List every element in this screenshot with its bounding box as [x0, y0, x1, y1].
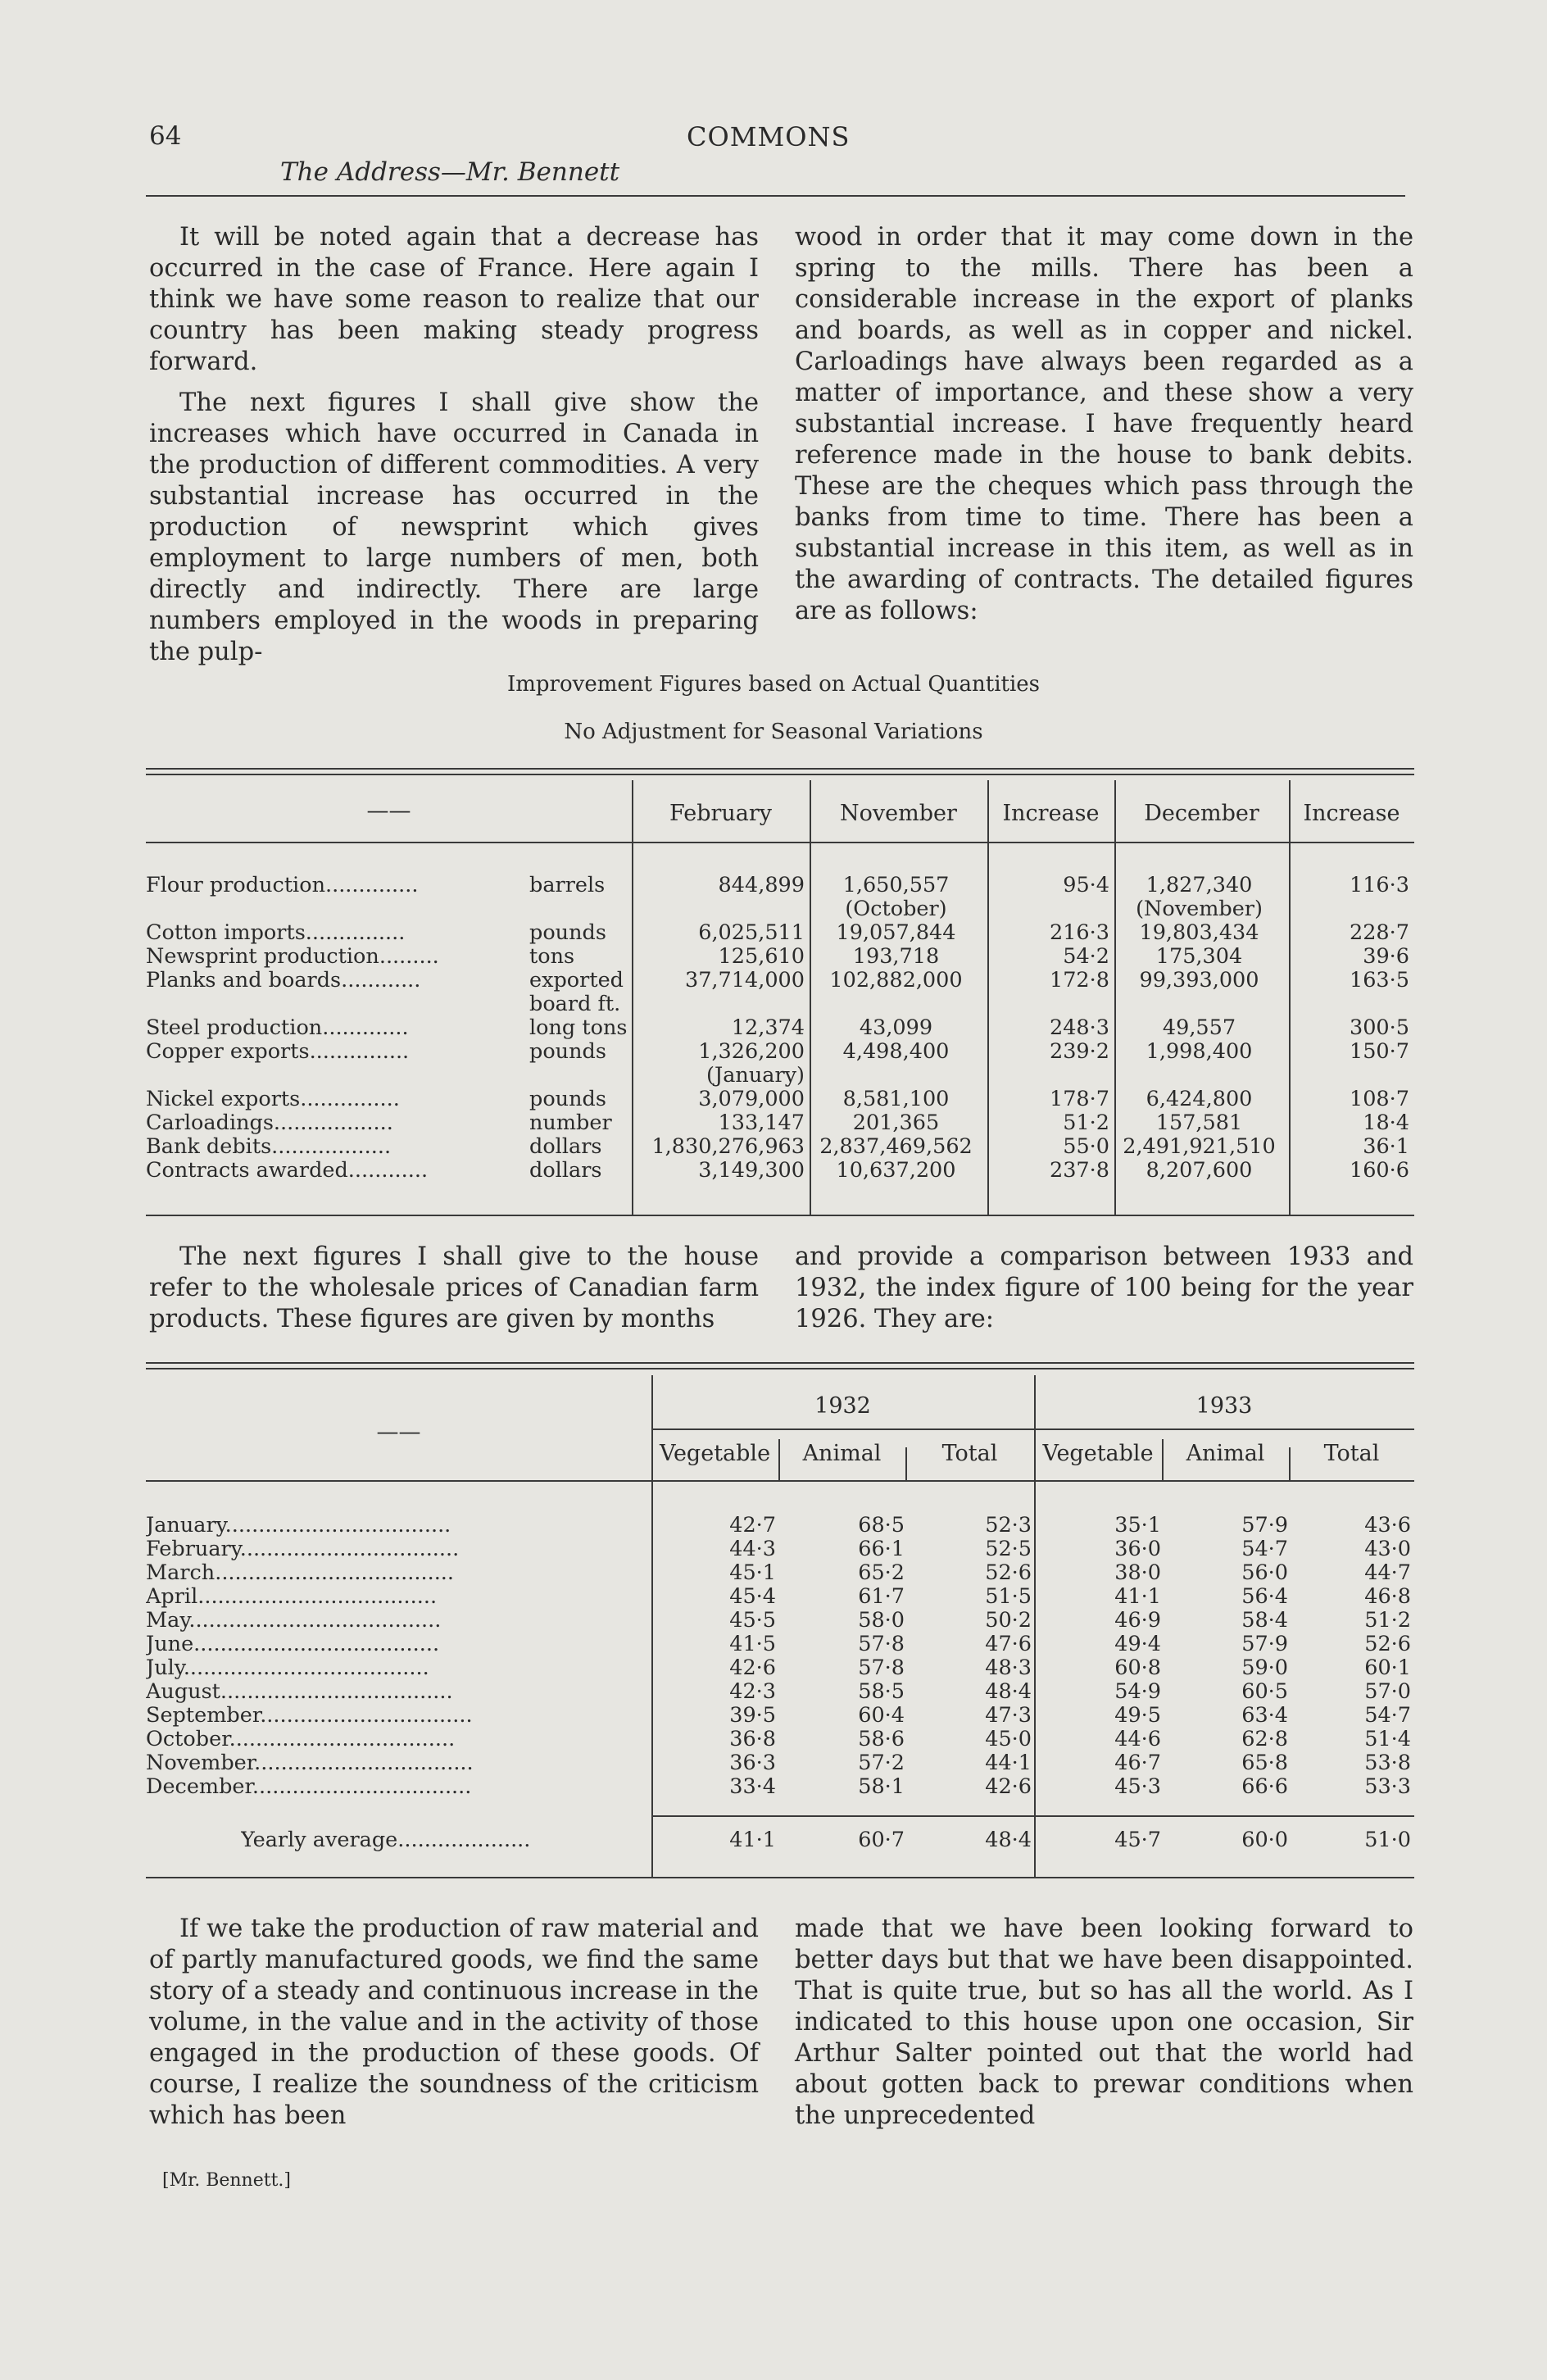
table-cell-unit: barrels: [529, 874, 606, 897]
column-header-december: December: [1144, 801, 1259, 826]
table-cell: 45·0: [985, 1727, 1032, 1751]
table-cell: 36·3: [729, 1751, 776, 1775]
column-header-vegetable: Vegetable: [1042, 1441, 1154, 1466]
table-cell-inc2: 300·5: [1349, 1016, 1409, 1040]
table-cell-item: Bank debits..................: [146, 1135, 392, 1159]
table-cell: 48·3: [985, 1656, 1032, 1680]
row-label: July.....................................: [146, 1656, 429, 1680]
table-cell: 63·4: [1241, 1703, 1288, 1728]
table-cell-dec: 8,207,600: [1146, 1159, 1253, 1183]
closing-right-column: [795, 1914, 1413, 2142]
table-cell-unit: number: [529, 1111, 612, 1135]
table-cell-feb: 125,610: [718, 945, 805, 969]
table1-top-rule: [146, 774, 1414, 775]
table-cell-inc2: 36·1: [1363, 1135, 1409, 1159]
table-cell: 42·6: [985, 1774, 1032, 1799]
table-cell: 42·6: [729, 1656, 776, 1680]
paragraph: wood in order that it may come down in the spring to the mills. There has been a considerable increase in the export of planks and boards, as well as in copper and nickel. Carloadings have always been regarded as a matter of importance, and these show a very substantial increase. I have frequently heard reference made in the house to bank debits. These are the cheques which pass through the banks from time to time. There has been a substantial increase in this item, as well as in the awarding of contracts. The detailed figures are as follows:: [795, 223, 1413, 625]
table-cell: 38·0: [1114, 1560, 1161, 1585]
row-label: November.................................: [146, 1751, 474, 1775]
table-cell: 41·1: [1114, 1584, 1161, 1609]
table1-header-rule: [146, 842, 1414, 843]
table-cell-inc1: 216·3: [1049, 921, 1109, 945]
table-cell-dec: 19,803,434: [1139, 921, 1259, 945]
paragraph: The next figures I shall give show the increases which have occurred in Canada in the production of different commodities. A very substantial increase has occurred in the production of newsprint which gives employment to large numbers of men, both directly and indirectly. There are large numbers employed in the woods in preparing the pulp-: [149, 388, 759, 666]
table-cell-dec: 2,491,921,510: [1123, 1135, 1276, 1159]
table1-top-rule: [146, 768, 1414, 770]
table-cell: 60·8: [1114, 1656, 1161, 1680]
table-cell-dec: 49,557: [1162, 1016, 1236, 1040]
table-cell-inc2: 18·4: [1363, 1111, 1409, 1135]
table-cell: 44·6: [1114, 1727, 1161, 1751]
middle-left-column: [149, 1242, 759, 1345]
table-cell-unit: dollars: [529, 1135, 602, 1159]
table-cell-unit: tons: [529, 945, 575, 969]
table-cell: 58·6: [858, 1727, 905, 1751]
table-cell-item: Planks and boards............: [146, 969, 421, 992]
table-cell: 45·3: [1114, 1774, 1161, 1799]
table-cell-nov: 102,882,000: [829, 969, 963, 992]
table-cell-inc2: 108·7: [1349, 1088, 1409, 1111]
column-header-animal: Animal: [1186, 1441, 1265, 1466]
table-cell: 58·1: [858, 1774, 905, 1799]
row-label: December.................................: [146, 1775, 472, 1799]
table-cell: 45·5: [729, 1608, 776, 1633]
table-cell: 60·0: [1241, 1828, 1288, 1852]
table-cell: 57·9: [1241, 1632, 1288, 1656]
table-cell: 49·5: [1114, 1703, 1161, 1728]
table-cell: 56·0: [1241, 1560, 1288, 1585]
table-cell: 42·7: [729, 1513, 776, 1537]
table-cell-inc2: 39·6: [1363, 945, 1409, 969]
table-cell: 65·2: [858, 1560, 905, 1585]
table-cell: 49·4: [1114, 1632, 1161, 1656]
table-cell: 60·4: [858, 1703, 905, 1728]
column-header-increase: Increase: [1002, 801, 1100, 826]
row-label: March....................................: [146, 1561, 455, 1585]
table-cell-dec: 1,827,340 (November): [1136, 874, 1263, 921]
table-cell-item: Nickel exports...............: [146, 1088, 400, 1111]
table1-caption: Improvement Figures based on Actual Quantities: [506, 672, 1040, 697]
table-cell-nov: 43,099: [859, 1016, 933, 1040]
column-header-total: Total: [1323, 1441, 1380, 1466]
page-title: COMMONS: [687, 121, 851, 152]
column-header-animal: Animal: [802, 1441, 882, 1466]
table-cell: 48·4: [985, 1679, 1032, 1704]
table-cell-dec: 6,424,800: [1146, 1088, 1253, 1111]
table-cell: 57·2: [858, 1751, 905, 1775]
table-cell-inc1: 55·0: [1063, 1135, 1109, 1159]
paragraph: made that we have been looking forward to better days but that we have been disappointed. That is quite true, but so has all the world. As I indicated to this house upon one occasion, Sir Arthur Salter pointed out that the world had about gotten back to prewar conditions when the unprecedented: [795, 1914, 1413, 2130]
table-cell: 51·5: [985, 1584, 1032, 1609]
table-cell: 60·1: [1364, 1656, 1411, 1680]
row-label: August...................................: [146, 1680, 453, 1704]
table-cell-unit: pounds: [529, 921, 606, 945]
table-cell: 54·7: [1364, 1703, 1411, 1728]
table1-subcaption: No Adjustment for Seasonal Variations: [564, 720, 983, 744]
table-cell: 54·9: [1114, 1679, 1161, 1704]
table-cell-item: Flour production..............: [146, 874, 419, 897]
table-cell-nov: 4,498,400: [842, 1040, 950, 1064]
row-label: September................................: [146, 1704, 473, 1728]
table-cell-item: Steel production.............: [146, 1016, 409, 1040]
table-cell: 43·6: [1364, 1513, 1411, 1537]
table-cell-inc2: 160·6: [1349, 1159, 1409, 1183]
table-cell: 56·4: [1241, 1584, 1288, 1609]
table-cell-inc2: 228·7: [1349, 921, 1409, 945]
middle-right-column: [795, 1242, 1413, 1345]
table-cell: 33·4: [729, 1774, 776, 1799]
table-cell: 46·8: [1364, 1584, 1411, 1609]
table2-header-rule: [146, 1480, 1414, 1482]
table-cell-unit: dollars: [529, 1159, 602, 1183]
table-cell: 60·5: [1241, 1679, 1288, 1704]
page-number: 64: [149, 121, 182, 151]
table-cell: 45·1: [729, 1560, 776, 1585]
table-cell: 45·4: [729, 1584, 776, 1609]
table-cell-nov: 10,637,200: [836, 1159, 956, 1183]
column-header-total: Total: [941, 1441, 998, 1466]
table-cell-nov: 8,581,100: [842, 1088, 950, 1111]
row-label: May......................................: [146, 1609, 442, 1633]
table-cell: 36·8: [729, 1727, 776, 1751]
row-label: February.................................: [146, 1537, 460, 1561]
table-cell-inc1: 248·3: [1049, 1016, 1109, 1040]
table-cell: 42·3: [729, 1679, 776, 1704]
header-rule: [146, 195, 1405, 197]
table-cell: 57·8: [858, 1656, 905, 1680]
column-header-november: November: [840, 801, 957, 826]
table-cell-unit: exported board ft.: [529, 969, 624, 1016]
table2-year-rule: [651, 1428, 1414, 1430]
table-cell: 39·5: [729, 1703, 776, 1728]
table-cell: 58·0: [858, 1608, 905, 1633]
table-cell: 61·7: [858, 1584, 905, 1609]
table-cell: 44·1: [985, 1751, 1032, 1775]
table-cell-feb: 1,326,200 (January): [698, 1040, 805, 1088]
table-cell: 52·5: [985, 1537, 1032, 1561]
table-cell: 44·3: [729, 1537, 776, 1561]
intro-left-column: [149, 222, 759, 678]
table-cell-inc2: 163·5: [1349, 969, 1409, 992]
table-cell-dec: 1,998,400: [1146, 1040, 1253, 1064]
column-header-february: February: [669, 801, 773, 826]
table-cell: 68·5: [858, 1513, 905, 1537]
table-cell: 53·3: [1364, 1774, 1411, 1799]
table-cell: 52·3: [985, 1513, 1032, 1537]
table-cell: 41·1: [729, 1828, 776, 1852]
table2-bottom-rule: [146, 1877, 1414, 1878]
table-cell-nov: 2,837,469,562: [819, 1135, 973, 1159]
table-cell: 51·4: [1364, 1727, 1411, 1751]
table-cell-unit: pounds: [529, 1040, 606, 1064]
table-cell: 51·0: [1364, 1828, 1411, 1852]
table2-top-rule: [146, 1368, 1414, 1369]
column-header-increase: Increase: [1303, 801, 1400, 826]
table-cell-feb: 37,714,000: [684, 969, 805, 992]
table-cell: 52·6: [1364, 1632, 1411, 1656]
column-header-vegetable: Vegetable: [659, 1441, 771, 1466]
paragraph: and provide a comparison between 1933 and 1932, the index figure of 100 being for the year 1926. They are:: [795, 1242, 1413, 1333]
table-cell: 65·8: [1241, 1751, 1288, 1775]
row-label: April....................................: [146, 1585, 438, 1609]
table-cell-feb: 844,899: [718, 874, 805, 897]
intro-right-column: [795, 222, 1413, 637]
table-cell-feb: 6,025,511: [698, 921, 805, 945]
table-cell: 47·3: [985, 1703, 1032, 1728]
table-cell: 35·1: [1114, 1513, 1161, 1537]
table-cell-inc2: 116·3: [1349, 874, 1409, 897]
table-cell: 62·8: [1241, 1727, 1288, 1751]
table-cell-feb: 3,079,000: [698, 1088, 805, 1111]
table-cell: 47·6: [985, 1632, 1032, 1656]
table-cell-nov: 19,057,844: [836, 921, 956, 945]
table-cell-inc1: 178·7: [1049, 1088, 1109, 1111]
table-cell: 45·7: [1114, 1828, 1161, 1852]
table-cell-unit: pounds: [529, 1088, 606, 1111]
table-cell: 51·2: [1364, 1608, 1411, 1633]
table-cell-feb: 3,149,300: [698, 1159, 805, 1183]
table-cell: 60·7: [858, 1828, 905, 1852]
table-cell-inc1: 237·8: [1049, 1159, 1109, 1183]
row-label: June.....................................: [146, 1633, 440, 1656]
table-cell: 66·1: [858, 1537, 905, 1561]
year-header-1933: 1933: [1195, 1393, 1253, 1419]
table-cell-inc1: 239·2: [1049, 1040, 1109, 1064]
table-cell-nov: 193,718: [852, 945, 940, 969]
table-cell: 48·4: [985, 1828, 1032, 1852]
table-cell: 41·5: [729, 1632, 776, 1656]
table-cell: 53·8: [1364, 1751, 1411, 1775]
closing-left-column: [149, 1914, 759, 2142]
page-subtitle: The Address—Mr. Bennett: [280, 157, 620, 187]
table-cell: 59·0: [1241, 1656, 1288, 1680]
year-header-1932: 1932: [814, 1393, 871, 1419]
table-cell-nov: 201,365: [852, 1111, 940, 1135]
table-cell-unit: long tons: [529, 1016, 628, 1040]
table-cell: 50·2: [985, 1608, 1032, 1633]
table-cell: 44·7: [1364, 1560, 1411, 1585]
table-cell: 57·0: [1364, 1679, 1411, 1704]
table-cell: 58·5: [858, 1679, 905, 1704]
paragraph: It will be noted again that a decrease has occurred in the case of France. Here again I think we have some reason to realize that our country has been making steady progress forward.: [149, 223, 759, 376]
table-cell-dec: 99,393,000: [1139, 969, 1259, 992]
table-cell: 57·8: [858, 1632, 905, 1656]
table-cell-inc1: 51·2: [1063, 1111, 1109, 1135]
table-cell-item: Newsprint production.........: [146, 945, 439, 969]
table-cell-feb: 1,830,276,963: [651, 1135, 805, 1159]
table-cell: 54·7: [1241, 1537, 1288, 1561]
table-cell: 46·9: [1114, 1608, 1161, 1633]
table-cell-feb: 133,147: [718, 1111, 805, 1135]
table-cell-inc2: 150·7: [1349, 1040, 1409, 1064]
table-cell-inc1: 54·2: [1063, 945, 1109, 969]
table-cell-item: Contracts awarded............: [146, 1159, 429, 1183]
row-label: October..................................: [146, 1728, 456, 1751]
speaker-footnote: [Mr. Bennett.]: [162, 2170, 291, 2191]
table-cell-item: Cotton imports...............: [146, 921, 406, 945]
table-cell-item: Copper exports...............: [146, 1040, 410, 1064]
table-cell-nov: 1,650,557 (October): [842, 874, 950, 921]
table-cell-feb: 12,374: [731, 1016, 805, 1040]
table-cell-item: Carloadings..................: [146, 1111, 393, 1135]
table2-stub-header: ——: [376, 1419, 421, 1445]
paragraph: If we take the production of raw material and of partly manufactured goods, we find the same story of a steady and continuous increase in the volume, in the value and in the activity of those engaged in the production of these goods. Of course, I realize the soundness of the criticism which has been: [149, 1914, 759, 2130]
row-label: Yearly average....................: [241, 1828, 531, 1852]
paragraph: The next figures I shall give to the house refer to the wholesale prices of Canadian farm products. These figures are given by months: [149, 1242, 759, 1333]
table-cell: 52·6: [985, 1560, 1032, 1585]
table-cell-inc1: 172·8: [1049, 969, 1109, 992]
table1-stub-header: ——: [366, 798, 411, 824]
table-cell-dec: 175,304: [1155, 945, 1243, 969]
table2-top-rule: [146, 1362, 1414, 1364]
row-label: January..................................: [146, 1514, 451, 1537]
table-cell-dec: 157,581: [1155, 1111, 1243, 1135]
table1-bottom-rule: [146, 1215, 1414, 1216]
table-cell: 46·7: [1114, 1751, 1161, 1775]
table2-total-rule: [651, 1815, 1414, 1817]
table-cell: 66·6: [1241, 1774, 1288, 1799]
table-cell: 57·9: [1241, 1513, 1288, 1537]
table-cell: 58·4: [1241, 1608, 1288, 1633]
table-cell: 43·0: [1364, 1537, 1411, 1561]
table-cell-inc1: 95·4: [1063, 874, 1109, 897]
table-cell: 36·0: [1114, 1537, 1161, 1561]
